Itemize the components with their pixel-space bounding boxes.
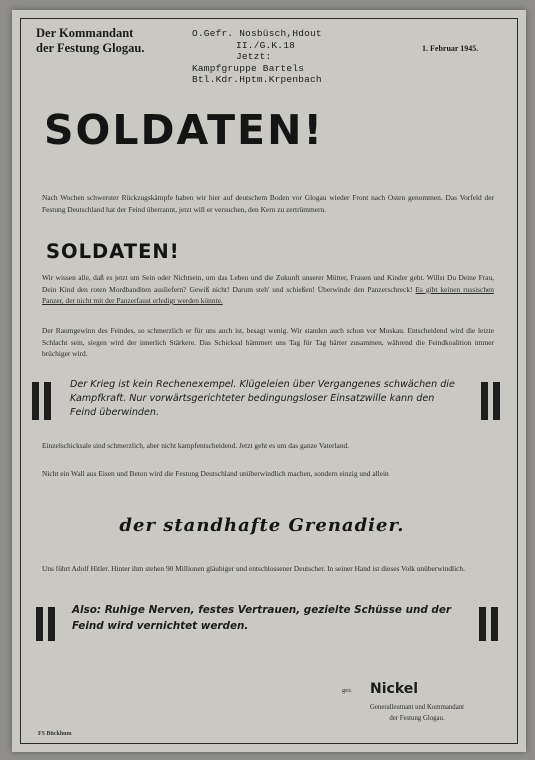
typed-line2: II./G.K.18 — [236, 39, 296, 51]
paragraph-3: Der Raumgewinn des Feindes, so schmerzlich er für uns auch ist, besagt wenig. Wir standen auch schon vor Moskau. Entscheidend wird die letzte Schlacht sein, siegen wird der innerlich Stärkere. Das Schicksal hämmert uns Tag für Tag härter zusammen, während die Feindkoalition immer brüchiger wird. — [42, 326, 494, 358]
document-page — [12, 10, 526, 752]
signature-rank-line1: Generalleutnant und Kommandant — [370, 704, 464, 711]
main-title: SOLDATEN! — [44, 106, 325, 154]
paragraph-2-text: Wir wissen alle, daß es jetzt um Sein oder Nichtsein, um das Leben und die Zukunft unserer Mütter, Frauen und Kinder geht. Willst Du Deine Frau, Dein Kind den roten Mordbanditen ausliefern? Gewiß nicht! Darum steh' und schießen! Überwinde den Panzerschreck! — [42, 273, 494, 294]
quote-1-text: Der Krieg ist kein Rechenexempel. Klügeleien über Vergangenes schwächen die Kampfkraft. Nur vorwärtsgerichteter bedingungsloser Einsatzwille kann den Feind überwinden. — [70, 379, 455, 418]
typed-line1: O.Gefr. Nosbüsch,Hdout — [192, 28, 322, 39]
typed-address — [192, 28, 322, 86]
secondary-title: SOLDATEN! — [46, 240, 180, 263]
document-date: 1. Februar 1945. — [422, 44, 479, 53]
signature-rank-line2: der Festung Glogau. — [389, 715, 445, 722]
paragraph-5: Nicht ein Wall aus Eisen und Beton wird die Festung Deutschland unüberwindlich machen, sondern einzig und allein — [42, 469, 389, 478]
issuer-line1: Der Kommandant — [36, 26, 134, 40]
paragraph-4: Einzelschicksale sind schmerzlich, aber nicht kampfentscheidend. Jetzt geht es um das ganze Vaterland. — [42, 441, 350, 450]
issuer-line2: der Festung Glogau. — [36, 41, 145, 55]
quote-2-text: Also: Ruhige Nerven, festes Vertrauen, gezielte Schüsse und der Feind wird vernichtet werden. — [72, 604, 452, 632]
quote2-bars-right — [479, 607, 498, 641]
typed-line5: Btl.Kdr.Hptm.Krpenbach — [192, 74, 322, 85]
footer-mark: FS Bückhum — [38, 731, 72, 737]
signature-name: Nickel — [370, 681, 419, 697]
quote-bars-right — [481, 382, 500, 420]
quote-block-2 — [32, 603, 506, 645]
issuer-block — [36, 26, 144, 56]
signature-prefix: gez. — [342, 687, 353, 694]
paragraph-1: Nach Wochen schwerster Rückzugskämpfe haben wir hier auf deutschem Boden vor Glogau wieder Front nach Osten genommen. Das Vorfeld der Festung Deutschland hat der Feind überrannt, jetzt will er versuchen, den Kern zu zertrümmern. — [42, 193, 494, 214]
grenadier-slogan: der standhafte Grenadier. — [119, 515, 405, 536]
typed-line3: Jetzt: — [236, 51, 272, 62]
quote-block-1 — [32, 378, 506, 428]
paragraph-6: Uns führt Adolf Hitler. Hinter ihm stehen 90 Millionen gläubiger und entschlossener Deutscher. In seiner Hand ist dieses Volk unüberwindlich. — [42, 564, 465, 573]
paragraph-2 — [42, 272, 494, 307]
typed-line4: Kampfgruppe Bartels — [192, 62, 305, 74]
signature-rank — [332, 702, 502, 724]
paragraph-2-emphasis: Es gibt keinen russischen Panzer, der nicht mit der Panzerfaust erledigt werden könnte. — [42, 284, 494, 305]
quote-bars-left — [32, 382, 51, 420]
quote2-bars-left — [36, 607, 55, 641]
